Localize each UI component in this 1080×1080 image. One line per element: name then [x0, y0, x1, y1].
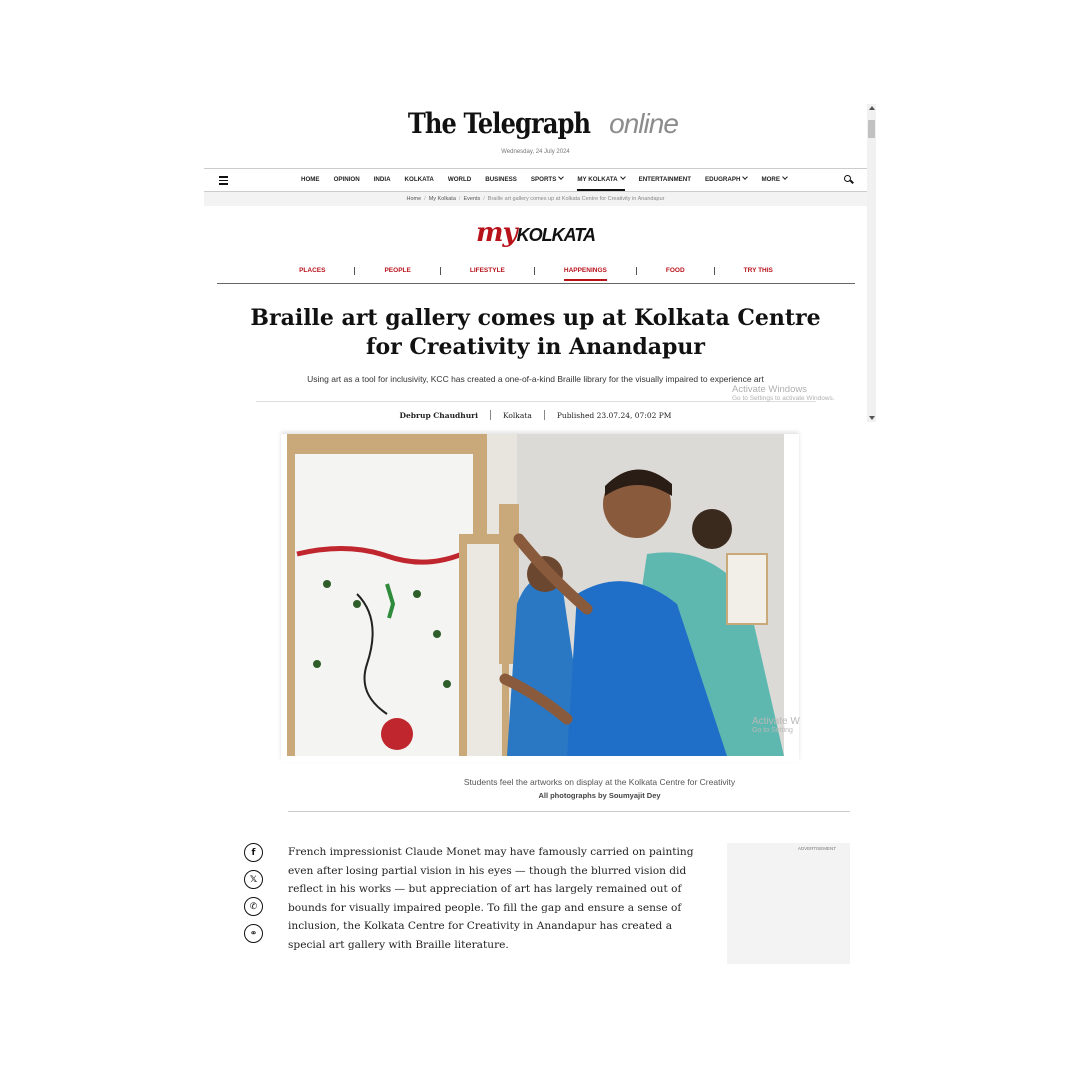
page-scrollbar[interactable] — [867, 104, 876, 422]
advertisement-slot[interactable] — [727, 843, 850, 964]
article-body-paragraph: French impressionist Claude Monet may have famously carried on painting even after losing partial vision in his eyes — though the blurred vision did reflect in his works — but appreciation of art has largely remained out of bounds for visually impaired people. To fill the gap and ensure a sense of inclusion, the Kolkata Centre for Creativity in Anandapur has created a special art gallery with Braille literature. — [288, 846, 694, 951]
activate-windows-watermark-clipped — [752, 716, 800, 734]
dateline: Wednesday, 24 July 2024 — [501, 149, 570, 155]
nav-item-home[interactable] — [301, 169, 320, 191]
nav-item-label: MY KOLKATA — [577, 176, 618, 183]
logo-main: The Telegraph — [407, 107, 591, 140]
my-kolkata-logo-kolkata: KOLKATA — [516, 225, 595, 245]
photo-caption: Students feel the artworks on display at the Kolkata Centre for Creativity — [463, 777, 736, 787]
activate-windows-watermark — [732, 384, 835, 402]
share-bar — [244, 843, 264, 951]
nav-item-label: BUSINESS — [485, 176, 517, 183]
byline-location: Kolkata — [502, 410, 532, 420]
article-headline: Braille art gallery comes up at Kolkata Centre for Creativity in Anandapur — [250, 305, 821, 360]
chevron-down-icon — [620, 174, 626, 180]
subnav-item-happenings[interactable]: HAPPENINGS — [564, 264, 607, 281]
author-name[interactable]: Debrup Chaudhuri — [399, 410, 478, 420]
nav-item-kolkata[interactable] — [405, 169, 434, 191]
search-icon[interactable] — [844, 175, 853, 184]
nav-item-more[interactable] — [761, 169, 787, 191]
nav-item-label: EDUGRAPH — [705, 176, 741, 183]
breadcrumb-events[interactable]: Events — [463, 196, 481, 202]
breadcrumb-current: Braille art gallery comes up at Kolkata Centre for Creativity in Anandapur — [487, 196, 665, 202]
article-photo[interactable] — [287, 434, 784, 756]
nav-item-label: OPINION — [333, 176, 360, 183]
nav-item-label: SPORTS — [530, 176, 557, 183]
main-nav — [204, 168, 867, 192]
nav-items — [301, 169, 801, 191]
subnav-separator — [714, 267, 715, 275]
activate-windows-subtitle-clipped: Go to Setting — [752, 727, 793, 734]
breadcrumb-home[interactable]: Home — [406, 196, 422, 202]
nav-item-label: ENTERTAINMENT — [638, 176, 692, 183]
advertisement-label: ADVERTISEMENT — [797, 846, 836, 851]
nav-item-label: MORE — [761, 176, 781, 183]
breadcrumb-my-kolkata[interactable]: My Kolkata — [428, 196, 456, 202]
my-kolkata-logo[interactable] — [204, 218, 867, 248]
facebook-share-icon[interactable]: f — [244, 843, 263, 862]
scroll-up-arrow-icon[interactable] — [869, 106, 875, 110]
byline — [204, 410, 867, 420]
nav-item-label: KOLKATA — [404, 176, 434, 183]
activate-windows-subtitle: Go to Settings to activate Windows. — [732, 395, 835, 402]
subnav-separator — [534, 267, 535, 275]
scrollbar-thumb[interactable] — [868, 120, 875, 138]
copy-link-icon[interactable]: ⚭ — [244, 924, 263, 943]
photo-credit: All photographs by Soumyajit Dey — [538, 791, 661, 800]
subnav-item-try-this[interactable]: TRY THIS — [743, 267, 773, 274]
x-share-icon[interactable]: 𝕏 — [244, 870, 263, 889]
chevron-down-icon — [559, 174, 565, 180]
my-kolkata-logo-my: my — [476, 218, 517, 248]
breadcrumb: Home / My Kolkata / Events / Braille art gallery comes up at Kolkata Centre for Creativity in Anandapur — [204, 192, 867, 206]
whatsapp-share-icon[interactable]: ✆ — [244, 897, 263, 916]
subnav-item-lifestyle[interactable]: LIFESTYLE — [469, 267, 505, 274]
section-subnav — [217, 264, 855, 284]
nav-item-sports[interactable] — [531, 169, 563, 191]
subnav-separator — [354, 267, 355, 275]
nav-item-label: INDIA — [373, 176, 391, 183]
nav-item-label: HOME — [301, 176, 320, 183]
site-logo[interactable] — [204, 107, 867, 140]
article-header-viewport — [204, 104, 876, 422]
activate-windows-title: Activate Windows — [732, 384, 807, 395]
nav-item-business[interactable] — [485, 169, 517, 191]
subnav-item-food[interactable]: FOOD — [665, 267, 685, 274]
subnav-separator — [636, 267, 637, 275]
caption-divider — [288, 811, 850, 812]
nav-item-label: WORLD — [447, 176, 472, 183]
subnav-separator — [440, 267, 441, 275]
chevron-down-icon — [782, 174, 788, 180]
subnav-item-people[interactable]: PEOPLE — [384, 267, 411, 274]
nav-item-india[interactable] — [374, 169, 391, 191]
subnav-item-places[interactable]: PLACES — [299, 267, 326, 274]
scroll-down-arrow-icon[interactable] — [869, 416, 875, 420]
nav-item-world[interactable] — [448, 169, 471, 191]
hamburger-menu-icon[interactable] — [219, 176, 228, 184]
nav-item-opinion[interactable] — [334, 169, 360, 191]
published-date: Published 23.07.24, 07:02 PM — [556, 410, 672, 420]
students-touching-artwork-illustration — [287, 434, 784, 756]
activate-windows-title-clipped: Activate W — [752, 716, 800, 727]
nav-item-my-kolkata[interactable] — [577, 169, 624, 191]
article-standfirst: Using art as a tool for inclusivity, KCC has created a one-of-a-kind Braille library for the visually impaired to experience art — [307, 374, 764, 384]
logo-suffix: online — [609, 108, 678, 139]
nav-item-entertainment[interactable] — [639, 169, 691, 191]
nav-item-edugraph[interactable] — [705, 169, 747, 191]
chevron-down-icon — [743, 174, 749, 180]
